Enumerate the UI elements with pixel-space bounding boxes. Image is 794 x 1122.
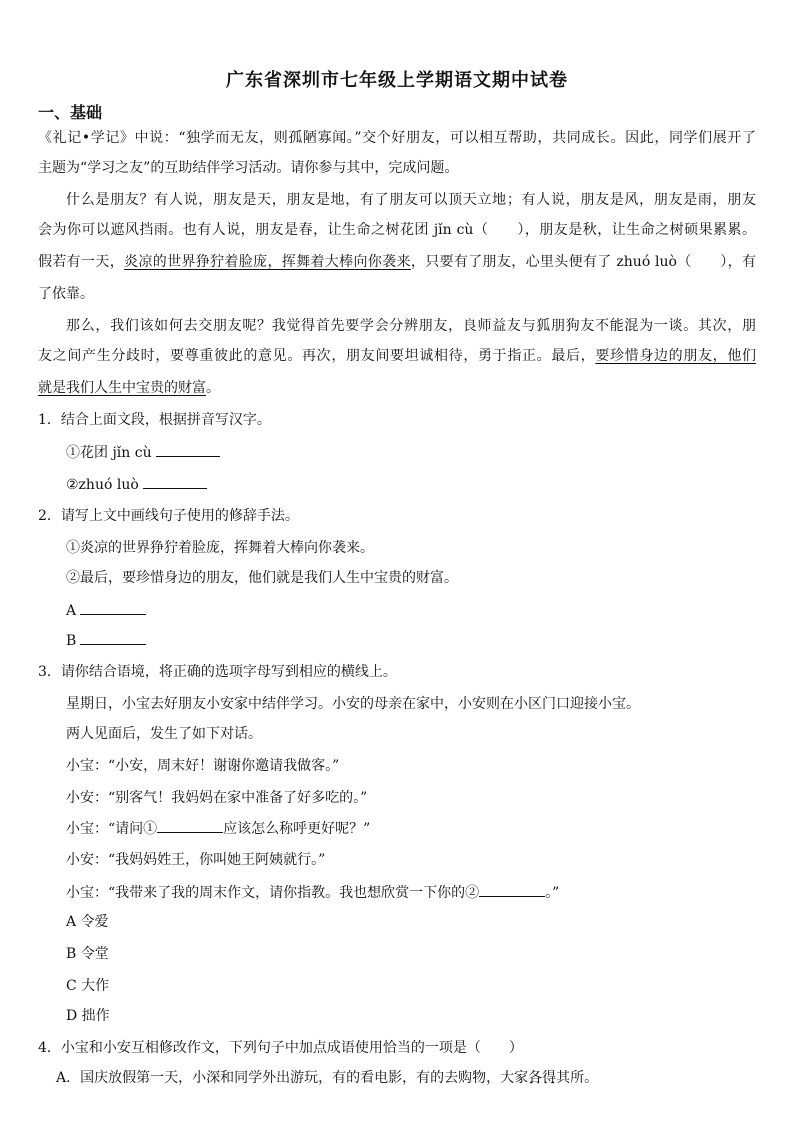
question-4-stem: 4．小宝和小安互相修改作文，下列句子中加点成语使用恰当的一项是（ ） (38, 1040, 523, 1056)
passage-line: 那么，我们该如何去交朋友呢？我觉得首先要学会分辨朋友，良师益友与狐朋狗友不能混为一谈。其次，朋 (66, 318, 756, 334)
q3-option-a[interactable]: A 令爱 (66, 914, 109, 930)
q3-option-b[interactable]: B 令堂 (66, 946, 109, 962)
q3-dialogue-line (66, 818, 370, 839)
q3-dialogue-text: 应该怎么称呼更好呢？” (223, 821, 371, 837)
q3-context-line: 星期日，小宝去好朋友小安家中结伴学习。小安的母亲在家中，小安则在小区门口迎接小宝。 (66, 696, 640, 712)
passage-text: ，只要有了朋友，心里头便有了 zhuó luò（ ），有 (410, 254, 757, 270)
passage-line: 会为你可以遮风挡雨。也有人说，朋友是春，让生命之树花团 jǐn cù（ ），朋友是秋，让生命之树硕果累累。 (38, 222, 756, 238)
q3-dialogue-text: 。” (545, 885, 560, 901)
passage-text: 。 (206, 380, 220, 396)
passage-line (38, 346, 756, 366)
passage-line: 了依靠。 (38, 286, 94, 302)
question-2-stem: 2．请写上文中画线句子使用的修辞手法。 (38, 508, 299, 524)
section-heading: 一、基础 (38, 103, 103, 122)
q1-answer-blank-a[interactable] (156, 442, 220, 457)
q2-answer-a-label: A (66, 603, 77, 619)
q3-dialogue-line: 小安：“别客气！我妈妈在家中准备了好多吃的。” (66, 790, 368, 806)
q3-dialogue-text: 小宝：“我带来了我的周末作文，请你指教。我也想欣赏一下你的② (66, 885, 480, 901)
q3-dialogue-text: 小宝：“请问① (66, 821, 158, 837)
q3-dialogue-line (66, 882, 559, 903)
q3-dialogue-line: 小宝：“小安，周末好！谢谢你邀请我做客。” (66, 758, 340, 774)
passage-line: 主题为“学习之友”的互助结伴学习活动。请你参与其中，完成问题。 (38, 160, 459, 176)
question-3-stem: 3．请你结合语境，将正确的选项字母写到相应的横线上。 (38, 664, 397, 680)
q3-context-line: 两人见面后，发生了如下对话。 (66, 726, 262, 742)
passage-line (38, 378, 220, 398)
passage-line: 《礼记•学记》中说：“独学而无友，则孤陋寡闻。”交个好朋友，可以相互帮助，共同成长。因此，同学们展开了 (38, 130, 756, 146)
passage-line (38, 252, 756, 272)
q3-answer-blank-1[interactable] (157, 818, 223, 833)
q2-answer-blank-a[interactable] (80, 600, 146, 615)
q4-dotted-idiom: 各得其所 • • • • (528, 1070, 584, 1086)
underlined-sentence-2-cont: 就是我们人生中宝贵的财富 (38, 380, 206, 396)
page-title: 广东省深圳市七年级上学期语文期中试卷 (226, 70, 568, 91)
q1-item-b (66, 474, 207, 495)
q2-answer-blank-b[interactable] (80, 630, 146, 645)
q3-option-c[interactable]: C 大作 (66, 978, 110, 994)
q2-answer-a (66, 600, 146, 621)
q1-answer-blank-b[interactable] (143, 474, 207, 489)
underlined-sentence-2: 要珍惜身边的朋友，他们 (595, 348, 757, 364)
q4-option-a[interactable] (56, 1068, 598, 1088)
q1-item-b-label: ②zhuó luò (66, 477, 139, 493)
q4-option-a-text: 。 (584, 1070, 599, 1086)
q3-dialogue-line: 小安：“我妈妈姓王，你叫她王阿姨就行。” (66, 852, 326, 868)
q2-sentence-2: ②最后，要珍惜身边的朋友，他们就是我们人生中宝贵的财富。 (66, 570, 458, 586)
passage-text: 假若有一天， (38, 254, 125, 270)
q2-answer-b-label: B (66, 633, 77, 649)
passage-text: 友之间产生分歧时，要尊重彼此的意见。再次，朋友间要坦诚相待，勇于指正。最后， (38, 348, 596, 364)
underlined-sentence-1: 炎凉的世界狰狞着脸庞，挥舞着大棒向你袭来 (124, 254, 411, 270)
q1-item-a (66, 442, 220, 463)
q3-answer-blank-2[interactable] (479, 882, 545, 897)
q1-item-a-label: ①花团 jǐn cù (66, 445, 152, 461)
q3-option-d[interactable]: D 拙作 (66, 1008, 110, 1024)
passage-line: 什么是朋友？有人说，朋友是天，朋友是地，有了朋友可以顶天立地；有人说，朋友是风，朋友是雨，朋友 (66, 192, 756, 208)
q4-option-a-text: A．国庆放假第一天，小深和同学外出游玩，有的看电影，有的去购物，大家 (56, 1070, 529, 1086)
q2-answer-b (66, 630, 146, 651)
question-1-stem: 1．结合上面文段，根据拼音写汉字。 (38, 412, 271, 428)
q2-sentence-1: ①炎凉的世界狰狞着脸庞，挥舞着大棒向你袭来。 (66, 540, 374, 556)
